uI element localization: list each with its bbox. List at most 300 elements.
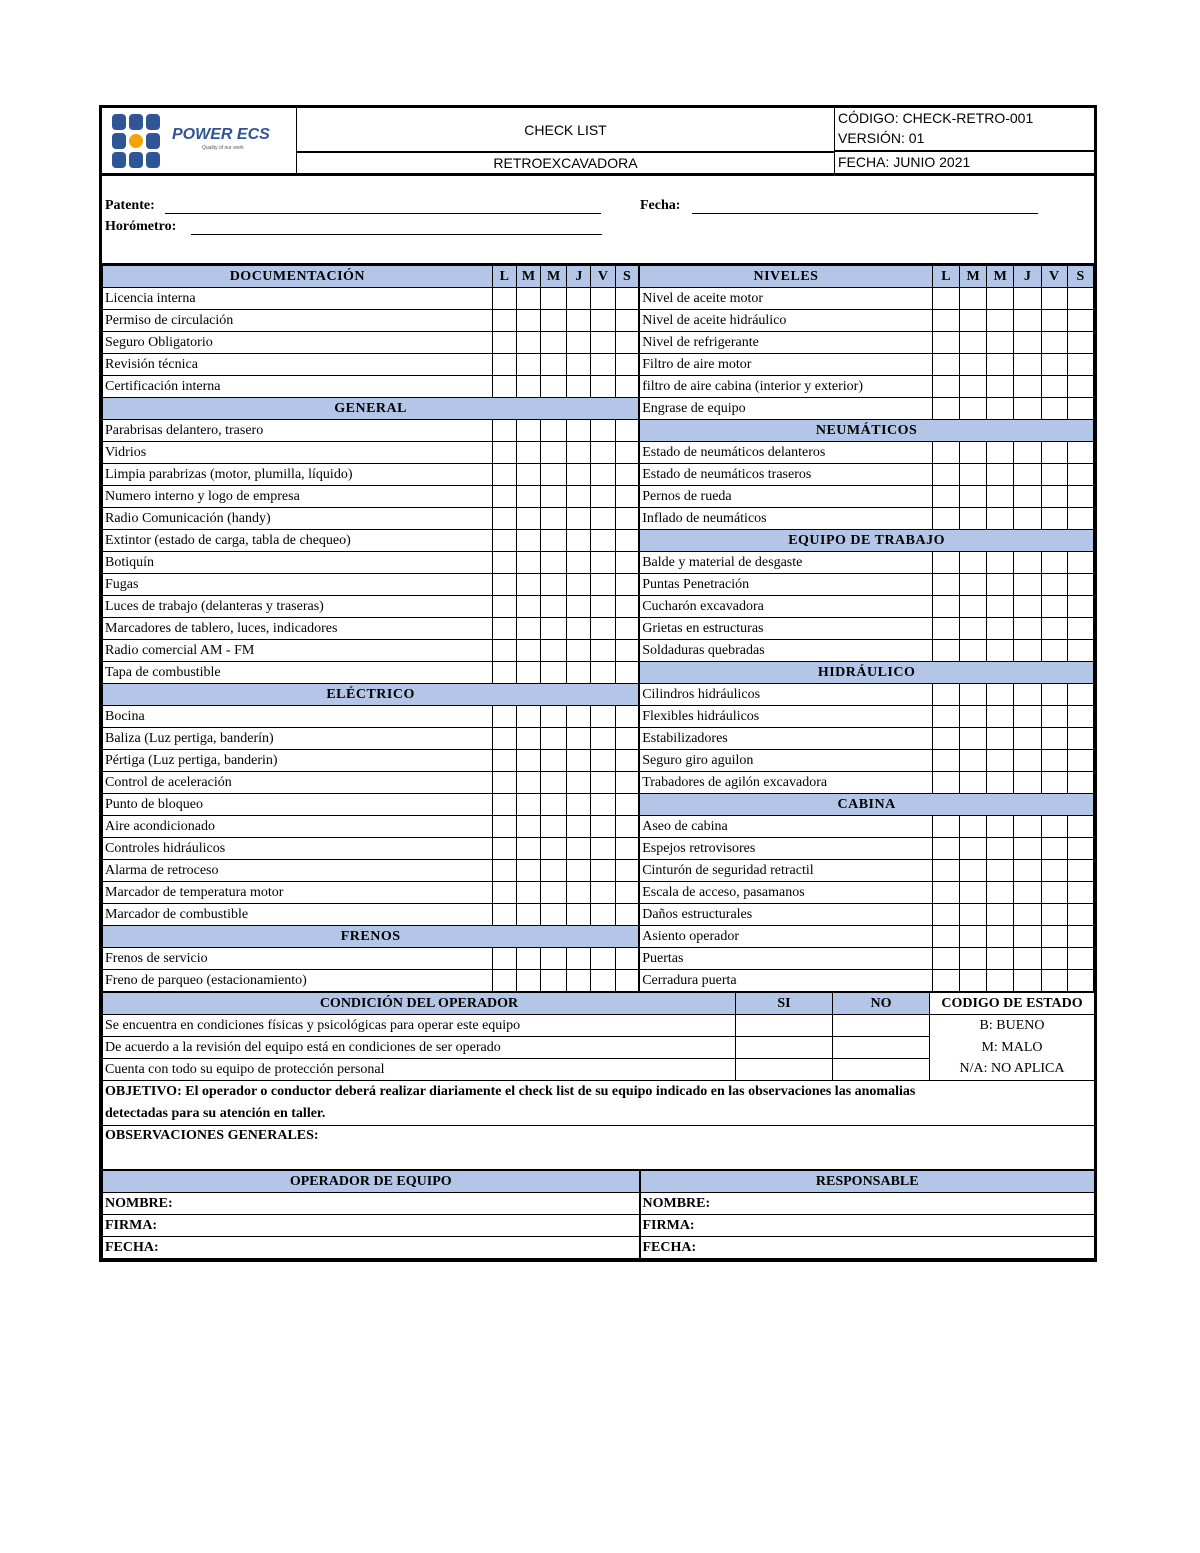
day-check-cell[interactable] bbox=[932, 464, 959, 486]
day-check-cell[interactable] bbox=[567, 772, 591, 794]
day-check-cell[interactable] bbox=[615, 310, 639, 332]
day-check-cell[interactable] bbox=[1041, 838, 1067, 860]
day-check-cell[interactable] bbox=[959, 552, 986, 574]
day-check-cell[interactable] bbox=[492, 640, 516, 662]
day-check-cell[interactable] bbox=[1014, 882, 1041, 904]
day-check-cell[interactable] bbox=[1014, 398, 1041, 420]
day-check-cell[interactable] bbox=[1014, 596, 1041, 618]
day-check-cell[interactable] bbox=[1041, 816, 1067, 838]
day-check-cell[interactable] bbox=[541, 420, 567, 442]
day-check-cell[interactable] bbox=[541, 310, 567, 332]
day-check-cell[interactable] bbox=[959, 574, 986, 596]
day-check-cell[interactable] bbox=[615, 772, 639, 794]
day-check-cell[interactable] bbox=[516, 530, 540, 552]
day-check-cell[interactable] bbox=[591, 442, 615, 464]
day-check-cell[interactable] bbox=[932, 772, 959, 794]
day-check-cell[interactable] bbox=[987, 926, 1014, 948]
day-check-cell[interactable] bbox=[567, 882, 591, 904]
day-check-cell[interactable] bbox=[591, 618, 615, 640]
day-check-cell[interactable] bbox=[615, 904, 639, 926]
day-check-cell[interactable] bbox=[1014, 750, 1041, 772]
day-check-cell[interactable] bbox=[1067, 838, 1093, 860]
day-check-cell[interactable] bbox=[1041, 376, 1067, 398]
day-check-cell[interactable] bbox=[492, 970, 516, 992]
day-check-cell[interactable] bbox=[1014, 684, 1041, 706]
day-check-cell[interactable] bbox=[987, 354, 1014, 376]
day-check-cell[interactable] bbox=[615, 552, 639, 574]
day-check-cell[interactable] bbox=[567, 750, 591, 772]
day-check-cell[interactable] bbox=[932, 882, 959, 904]
day-check-cell[interactable] bbox=[987, 618, 1014, 640]
day-check-cell[interactable] bbox=[959, 332, 986, 354]
day-check-cell[interactable] bbox=[492, 904, 516, 926]
day-check-cell[interactable] bbox=[1067, 772, 1093, 794]
day-check-cell[interactable] bbox=[932, 376, 959, 398]
day-check-cell[interactable] bbox=[1041, 574, 1067, 596]
day-check-cell[interactable] bbox=[591, 860, 615, 882]
day-check-cell[interactable] bbox=[932, 750, 959, 772]
day-check-cell[interactable] bbox=[541, 618, 567, 640]
day-check-cell[interactable] bbox=[615, 640, 639, 662]
day-check-cell[interactable] bbox=[567, 574, 591, 596]
day-check-cell[interactable] bbox=[615, 728, 639, 750]
day-check-cell[interactable] bbox=[1014, 332, 1041, 354]
day-check-cell[interactable] bbox=[567, 904, 591, 926]
day-check-cell[interactable] bbox=[591, 420, 615, 442]
operador-fecha-field[interactable]: FECHA: bbox=[103, 1237, 640, 1259]
day-check-cell[interactable] bbox=[959, 750, 986, 772]
day-check-cell[interactable] bbox=[567, 530, 591, 552]
day-check-cell[interactable] bbox=[932, 838, 959, 860]
day-check-cell[interactable] bbox=[932, 618, 959, 640]
day-check-cell[interactable] bbox=[932, 332, 959, 354]
day-check-cell[interactable] bbox=[1041, 882, 1067, 904]
horometro-field[interactable] bbox=[191, 234, 602, 235]
day-check-cell[interactable] bbox=[567, 552, 591, 574]
day-check-cell[interactable] bbox=[1067, 706, 1093, 728]
day-check-cell[interactable] bbox=[987, 904, 1014, 926]
day-check-cell[interactable] bbox=[567, 706, 591, 728]
day-check-cell[interactable] bbox=[591, 574, 615, 596]
day-check-cell[interactable] bbox=[591, 464, 615, 486]
day-check-cell[interactable] bbox=[492, 552, 516, 574]
day-check-cell[interactable] bbox=[1041, 508, 1067, 530]
day-check-cell[interactable] bbox=[959, 310, 986, 332]
day-check-cell[interactable] bbox=[959, 706, 986, 728]
day-check-cell[interactable] bbox=[591, 332, 615, 354]
day-check-cell[interactable] bbox=[591, 838, 615, 860]
day-check-cell[interactable] bbox=[1014, 354, 1041, 376]
day-check-cell[interactable] bbox=[516, 794, 540, 816]
day-check-cell[interactable] bbox=[492, 860, 516, 882]
day-check-cell[interactable] bbox=[1014, 926, 1041, 948]
day-check-cell[interactable] bbox=[615, 596, 639, 618]
day-check-cell[interactable] bbox=[932, 310, 959, 332]
fecha-field[interactable] bbox=[692, 213, 1038, 214]
day-check-cell[interactable] bbox=[959, 640, 986, 662]
day-check-cell[interactable] bbox=[541, 354, 567, 376]
day-check-cell[interactable] bbox=[492, 772, 516, 794]
day-check-cell[interactable] bbox=[959, 288, 986, 310]
day-check-cell[interactable] bbox=[541, 970, 567, 992]
day-check-cell[interactable] bbox=[987, 398, 1014, 420]
day-check-cell[interactable] bbox=[541, 838, 567, 860]
day-check-cell[interactable] bbox=[1067, 926, 1093, 948]
day-check-cell[interactable] bbox=[1067, 288, 1093, 310]
day-check-cell[interactable] bbox=[615, 530, 639, 552]
day-check-cell[interactable] bbox=[1067, 486, 1093, 508]
day-check-cell[interactable] bbox=[1041, 618, 1067, 640]
day-check-cell[interactable] bbox=[932, 904, 959, 926]
day-check-cell[interactable] bbox=[987, 970, 1014, 992]
day-check-cell[interactable] bbox=[492, 420, 516, 442]
day-check-cell[interactable] bbox=[1067, 948, 1093, 970]
day-check-cell[interactable] bbox=[541, 442, 567, 464]
day-check-cell[interactable] bbox=[1041, 948, 1067, 970]
day-check-cell[interactable] bbox=[516, 574, 540, 596]
day-check-cell[interactable] bbox=[959, 464, 986, 486]
day-check-cell[interactable] bbox=[932, 354, 959, 376]
day-check-cell[interactable] bbox=[932, 486, 959, 508]
day-check-cell[interactable] bbox=[541, 596, 567, 618]
day-check-cell[interactable] bbox=[615, 816, 639, 838]
day-check-cell[interactable] bbox=[591, 640, 615, 662]
day-check-cell[interactable] bbox=[1014, 838, 1041, 860]
patente-field[interactable] bbox=[165, 213, 601, 214]
day-check-cell[interactable] bbox=[1014, 618, 1041, 640]
day-check-cell[interactable] bbox=[567, 970, 591, 992]
day-check-cell[interactable] bbox=[541, 376, 567, 398]
day-check-cell[interactable] bbox=[987, 860, 1014, 882]
day-check-cell[interactable] bbox=[567, 662, 591, 684]
day-check-cell[interactable] bbox=[1067, 398, 1093, 420]
day-check-cell[interactable] bbox=[932, 398, 959, 420]
day-check-cell[interactable] bbox=[1014, 816, 1041, 838]
day-check-cell[interactable] bbox=[959, 376, 986, 398]
day-check-cell[interactable] bbox=[567, 794, 591, 816]
day-check-cell[interactable] bbox=[1041, 728, 1067, 750]
day-check-cell[interactable] bbox=[1067, 508, 1093, 530]
day-check-cell[interactable] bbox=[1067, 904, 1093, 926]
day-check-cell[interactable] bbox=[567, 508, 591, 530]
day-check-cell[interactable] bbox=[1067, 640, 1093, 662]
day-check-cell[interactable] bbox=[591, 310, 615, 332]
day-check-cell[interactable] bbox=[591, 288, 615, 310]
day-check-cell[interactable] bbox=[541, 904, 567, 926]
day-check-cell[interactable] bbox=[1067, 816, 1093, 838]
day-check-cell[interactable] bbox=[492, 706, 516, 728]
day-check-cell[interactable] bbox=[1014, 970, 1041, 992]
day-check-cell[interactable] bbox=[1014, 508, 1041, 530]
responsable-fecha-field[interactable]: FECHA: bbox=[640, 1237, 1095, 1259]
day-check-cell[interactable] bbox=[932, 860, 959, 882]
day-check-cell[interactable] bbox=[541, 662, 567, 684]
day-check-cell[interactable] bbox=[987, 816, 1014, 838]
day-check-cell[interactable] bbox=[959, 882, 986, 904]
day-check-cell[interactable] bbox=[987, 750, 1014, 772]
day-check-cell[interactable] bbox=[1041, 486, 1067, 508]
day-check-cell[interactable] bbox=[1067, 684, 1093, 706]
day-check-cell[interactable] bbox=[516, 332, 540, 354]
day-check-cell[interactable] bbox=[1014, 574, 1041, 596]
day-check-cell[interactable] bbox=[591, 794, 615, 816]
day-check-cell[interactable] bbox=[932, 684, 959, 706]
day-check-cell[interactable] bbox=[1041, 640, 1067, 662]
day-check-cell[interactable] bbox=[516, 882, 540, 904]
day-check-cell[interactable] bbox=[516, 904, 540, 926]
day-check-cell[interactable] bbox=[1041, 970, 1067, 992]
day-check-cell[interactable] bbox=[492, 882, 516, 904]
day-check-cell[interactable] bbox=[1014, 288, 1041, 310]
day-check-cell[interactable] bbox=[959, 838, 986, 860]
day-check-cell[interactable] bbox=[567, 310, 591, 332]
day-check-cell[interactable] bbox=[1014, 728, 1041, 750]
day-check-cell[interactable] bbox=[1067, 442, 1093, 464]
day-check-cell[interactable] bbox=[541, 530, 567, 552]
day-check-cell[interactable] bbox=[959, 728, 986, 750]
day-check-cell[interactable] bbox=[932, 728, 959, 750]
day-check-cell[interactable] bbox=[492, 618, 516, 640]
day-check-cell[interactable] bbox=[541, 508, 567, 530]
day-check-cell[interactable] bbox=[1014, 552, 1041, 574]
day-check-cell[interactable] bbox=[1014, 486, 1041, 508]
day-check-cell[interactable] bbox=[1014, 464, 1041, 486]
day-check-cell[interactable] bbox=[567, 596, 591, 618]
day-check-cell[interactable] bbox=[1014, 904, 1041, 926]
operador-firma-field[interactable]: FIRMA: bbox=[103, 1215, 640, 1237]
day-check-cell[interactable] bbox=[516, 706, 540, 728]
day-check-cell[interactable] bbox=[1041, 310, 1067, 332]
day-check-cell[interactable] bbox=[932, 706, 959, 728]
day-check-cell[interactable] bbox=[492, 574, 516, 596]
day-check-cell[interactable] bbox=[516, 310, 540, 332]
day-check-cell[interactable] bbox=[959, 398, 986, 420]
day-check-cell[interactable] bbox=[959, 970, 986, 992]
day-check-cell[interactable] bbox=[567, 728, 591, 750]
day-check-cell[interactable] bbox=[932, 926, 959, 948]
day-check-cell[interactable] bbox=[1014, 706, 1041, 728]
day-check-cell[interactable] bbox=[492, 794, 516, 816]
day-check-cell[interactable] bbox=[541, 882, 567, 904]
day-check-cell[interactable] bbox=[516, 442, 540, 464]
day-check-cell[interactable] bbox=[1041, 288, 1067, 310]
day-check-cell[interactable] bbox=[492, 816, 516, 838]
day-check-cell[interactable] bbox=[987, 442, 1014, 464]
day-check-cell[interactable] bbox=[615, 948, 639, 970]
day-check-cell[interactable] bbox=[591, 904, 615, 926]
day-check-cell[interactable] bbox=[932, 288, 959, 310]
day-check-cell[interactable] bbox=[987, 596, 1014, 618]
day-check-cell[interactable] bbox=[1067, 552, 1093, 574]
no-checkbox[interactable] bbox=[833, 1059, 930, 1081]
day-check-cell[interactable] bbox=[1041, 552, 1067, 574]
day-check-cell[interactable] bbox=[516, 860, 540, 882]
day-check-cell[interactable] bbox=[615, 838, 639, 860]
observaciones-field[interactable]: OBSERVACIONES GENERALES: bbox=[103, 1126, 1095, 1170]
day-check-cell[interactable] bbox=[541, 750, 567, 772]
day-check-cell[interactable] bbox=[591, 596, 615, 618]
day-check-cell[interactable] bbox=[1014, 640, 1041, 662]
day-check-cell[interactable] bbox=[541, 816, 567, 838]
day-check-cell[interactable] bbox=[987, 464, 1014, 486]
day-check-cell[interactable] bbox=[516, 486, 540, 508]
day-check-cell[interactable] bbox=[541, 772, 567, 794]
day-check-cell[interactable] bbox=[541, 948, 567, 970]
day-check-cell[interactable] bbox=[987, 706, 1014, 728]
day-check-cell[interactable] bbox=[591, 508, 615, 530]
day-check-cell[interactable] bbox=[541, 640, 567, 662]
day-check-cell[interactable] bbox=[567, 816, 591, 838]
day-check-cell[interactable] bbox=[615, 354, 639, 376]
day-check-cell[interactable] bbox=[567, 640, 591, 662]
day-check-cell[interactable] bbox=[1041, 464, 1067, 486]
day-check-cell[interactable] bbox=[516, 838, 540, 860]
day-check-cell[interactable] bbox=[959, 508, 986, 530]
day-check-cell[interactable] bbox=[567, 288, 591, 310]
day-check-cell[interactable] bbox=[516, 640, 540, 662]
day-check-cell[interactable] bbox=[516, 662, 540, 684]
day-check-cell[interactable] bbox=[492, 596, 516, 618]
day-check-cell[interactable] bbox=[932, 816, 959, 838]
day-check-cell[interactable] bbox=[591, 530, 615, 552]
day-check-cell[interactable] bbox=[615, 618, 639, 640]
day-check-cell[interactable] bbox=[615, 420, 639, 442]
day-check-cell[interactable] bbox=[959, 354, 986, 376]
day-check-cell[interactable] bbox=[492, 530, 516, 552]
day-check-cell[interactable] bbox=[959, 948, 986, 970]
day-check-cell[interactable] bbox=[567, 838, 591, 860]
si-checkbox[interactable] bbox=[736, 1037, 833, 1059]
day-check-cell[interactable] bbox=[1067, 860, 1093, 882]
day-check-cell[interactable] bbox=[492, 442, 516, 464]
day-check-cell[interactable] bbox=[541, 552, 567, 574]
day-check-cell[interactable] bbox=[591, 728, 615, 750]
day-check-cell[interactable] bbox=[516, 596, 540, 618]
day-check-cell[interactable] bbox=[1067, 750, 1093, 772]
day-check-cell[interactable] bbox=[541, 486, 567, 508]
day-check-cell[interactable] bbox=[541, 860, 567, 882]
day-check-cell[interactable] bbox=[959, 926, 986, 948]
day-check-cell[interactable] bbox=[987, 332, 1014, 354]
day-check-cell[interactable] bbox=[959, 772, 986, 794]
responsable-firma-field[interactable]: FIRMA: bbox=[640, 1215, 1095, 1237]
day-check-cell[interactable] bbox=[567, 420, 591, 442]
day-check-cell[interactable] bbox=[541, 464, 567, 486]
day-check-cell[interactable] bbox=[567, 486, 591, 508]
day-check-cell[interactable] bbox=[959, 860, 986, 882]
si-checkbox[interactable] bbox=[736, 1015, 833, 1037]
day-check-cell[interactable] bbox=[492, 486, 516, 508]
day-check-cell[interactable] bbox=[615, 662, 639, 684]
day-check-cell[interactable] bbox=[932, 508, 959, 530]
day-check-cell[interactable] bbox=[987, 728, 1014, 750]
day-check-cell[interactable] bbox=[591, 970, 615, 992]
day-check-cell[interactable] bbox=[1067, 310, 1093, 332]
day-check-cell[interactable] bbox=[1014, 948, 1041, 970]
day-check-cell[interactable] bbox=[1067, 596, 1093, 618]
day-check-cell[interactable] bbox=[1067, 354, 1093, 376]
day-check-cell[interactable] bbox=[516, 948, 540, 970]
day-check-cell[interactable] bbox=[516, 508, 540, 530]
day-check-cell[interactable] bbox=[492, 464, 516, 486]
day-check-cell[interactable] bbox=[567, 948, 591, 970]
day-check-cell[interactable] bbox=[591, 376, 615, 398]
day-check-cell[interactable] bbox=[1067, 464, 1093, 486]
day-check-cell[interactable] bbox=[987, 684, 1014, 706]
day-check-cell[interactable] bbox=[516, 728, 540, 750]
day-check-cell[interactable] bbox=[615, 464, 639, 486]
day-check-cell[interactable] bbox=[615, 574, 639, 596]
day-check-cell[interactable] bbox=[987, 838, 1014, 860]
day-check-cell[interactable] bbox=[591, 772, 615, 794]
day-check-cell[interactable] bbox=[516, 816, 540, 838]
day-check-cell[interactable] bbox=[1067, 970, 1093, 992]
day-check-cell[interactable] bbox=[591, 486, 615, 508]
day-check-cell[interactable] bbox=[541, 332, 567, 354]
day-check-cell[interactable] bbox=[516, 288, 540, 310]
day-check-cell[interactable] bbox=[492, 332, 516, 354]
day-check-cell[interactable] bbox=[1014, 860, 1041, 882]
day-check-cell[interactable] bbox=[492, 508, 516, 530]
day-check-cell[interactable] bbox=[1014, 772, 1041, 794]
day-check-cell[interactable] bbox=[567, 618, 591, 640]
day-check-cell[interactable] bbox=[492, 376, 516, 398]
day-check-cell[interactable] bbox=[591, 662, 615, 684]
day-check-cell[interactable] bbox=[1041, 684, 1067, 706]
day-check-cell[interactable] bbox=[615, 508, 639, 530]
day-check-cell[interactable] bbox=[1067, 882, 1093, 904]
day-check-cell[interactable] bbox=[987, 288, 1014, 310]
day-check-cell[interactable] bbox=[567, 860, 591, 882]
day-check-cell[interactable] bbox=[987, 882, 1014, 904]
day-check-cell[interactable] bbox=[492, 750, 516, 772]
day-check-cell[interactable] bbox=[1041, 772, 1067, 794]
day-check-cell[interactable] bbox=[932, 442, 959, 464]
day-check-cell[interactable] bbox=[591, 552, 615, 574]
day-check-cell[interactable] bbox=[1041, 398, 1067, 420]
day-check-cell[interactable] bbox=[932, 596, 959, 618]
day-check-cell[interactable] bbox=[516, 970, 540, 992]
day-check-cell[interactable] bbox=[1067, 574, 1093, 596]
day-check-cell[interactable] bbox=[1067, 332, 1093, 354]
day-check-cell[interactable] bbox=[615, 860, 639, 882]
day-check-cell[interactable] bbox=[492, 728, 516, 750]
day-check-cell[interactable] bbox=[567, 464, 591, 486]
day-check-cell[interactable] bbox=[615, 376, 639, 398]
day-check-cell[interactable] bbox=[567, 354, 591, 376]
day-check-cell[interactable] bbox=[615, 794, 639, 816]
day-check-cell[interactable] bbox=[541, 288, 567, 310]
day-check-cell[interactable] bbox=[1067, 618, 1093, 640]
day-check-cell[interactable] bbox=[541, 728, 567, 750]
day-check-cell[interactable] bbox=[615, 332, 639, 354]
day-check-cell[interactable] bbox=[615, 706, 639, 728]
day-check-cell[interactable] bbox=[591, 948, 615, 970]
day-check-cell[interactable] bbox=[615, 750, 639, 772]
day-check-cell[interactable] bbox=[1067, 376, 1093, 398]
day-check-cell[interactable] bbox=[959, 618, 986, 640]
day-check-cell[interactable] bbox=[932, 640, 959, 662]
day-check-cell[interactable] bbox=[1041, 904, 1067, 926]
day-check-cell[interactable] bbox=[1014, 376, 1041, 398]
day-check-cell[interactable] bbox=[591, 706, 615, 728]
day-check-cell[interactable] bbox=[987, 948, 1014, 970]
day-check-cell[interactable] bbox=[932, 574, 959, 596]
day-check-cell[interactable] bbox=[492, 288, 516, 310]
day-check-cell[interactable] bbox=[987, 486, 1014, 508]
day-check-cell[interactable] bbox=[615, 970, 639, 992]
operador-nombre-field[interactable]: NOMBRE: bbox=[103, 1193, 640, 1215]
